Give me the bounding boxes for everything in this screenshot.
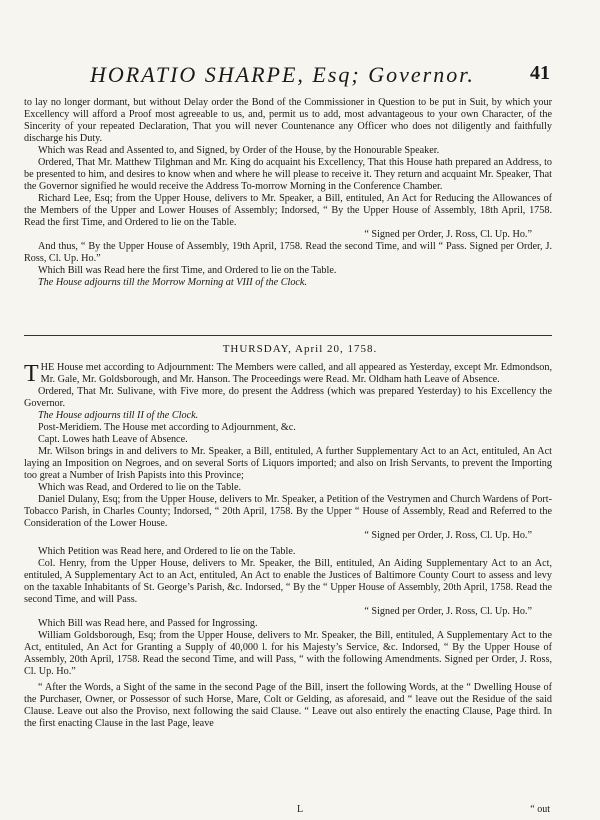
page-header — [40, 62, 550, 92]
signature-line: “ Signed per Order, J. Ross, Cl. Up. Ho.” — [364, 530, 532, 541]
adjournment-note: The House adjourns till II of the Clock. — [38, 410, 199, 421]
paragraph: Which was Read and Assented to, and Signed, by Order of the House, by the Honourable Speaker. — [38, 145, 440, 156]
paragraph: Capt. Lowes hath Leave of Absence. — [38, 434, 188, 445]
section-thursday — [24, 362, 552, 730]
paragraph: Ordered, That Mr. Matthew Tilghman and Mr. King do acquaint his Excellency, That this House hath prepared an Address, to be presented to him, and desires to know when and where he will please to receive it. They return and acquaint Mr. Speaker, That the Governor signified he would receive the Address To-morrow Morning in the Conference Chamber. — [24, 157, 552, 192]
page-number: 41 — [530, 62, 550, 84]
adjournment-note: The House adjourns till the Morrow Morning at VIII of the Clock. — [38, 277, 308, 288]
paragraph: William Goldsborough, Esq; from the Upper House, delivers to Mr. Speaker, the Bill, entituled, A Supplementary Act to the Act, entituled, An Act for Granting a Supply of 40,000 l. for his Majesty’s Service, &c. Indorsed, “ By the Upper House of Assembly, 20th April, 1758. Read the second Time, and will Pass, “ with the following Amendments. Signed per Order, J. Ross, Cl. Up. Ho.” — [24, 630, 552, 677]
opening-paragraph: THE House met according to Adjournment: The Members were called, and all appeared as Yesterday, except Mr. Edmondson, Mr. Gale, Mr. Goldsborough, and Mr. Hanson. The Proceedings were Read. Mr. Oldham hath Leave of Absence. — [24, 361, 552, 387]
paragraph: Daniel Dulany, Esq; from the Upper House, delivers to Mr. Speaker, a Petition of the Vestrymen and Church Wardens of Port-Tobacco Parish, in Charles County; Indorsed, “ 20th April, 1758. By the Upper “ House of Assembly, Read and Referred to the Consideration of the Lower House. — [24, 494, 552, 529]
paragraph: Which Bill was Read here the first Time, and Ordered to lie on the Table. — [38, 265, 337, 276]
paragraph: Ordered, That Mr. Sulivane, with Five more, do present the Address (which was prepared Yesterday) to his Excellency the Governor. — [24, 386, 552, 409]
paragraph: “ After the Words, a Sight of the same in the second Page of the Bill, insert the following Words, at the “ Dwelling House of the Purchaser, Owner, or Possessor of such Horse, Mare, Colt or Gelding, as aforesaid, and “ leave out the Residue of the said Clause. Leave out also the Proviso, next following the said Clause. “ Leave out also entirely the enacting Clause, Page third. In the first enacting Clause in the last Page, leave — [24, 682, 552, 729]
drop-cap: T — [24, 361, 39, 387]
section-divider — [24, 335, 552, 336]
day-heading: THURSDAY, April 20, 1758. — [222, 343, 378, 355]
paragraph: Richard Lee, Esq; from the Upper House, delivers to Mr. Speaker, a Bill, entituled, An Act for Reducing the Allowances of the Members of the Upper and Lower Houses of Assembly; Indorsed, “ By the Upper House of Assembly, 18th April, 1758. Read the first Time, and Ordered to lie on the Table. — [24, 193, 552, 228]
signature-mark: L — [296, 804, 304, 815]
paragraph: to lay no longer dormant, but without Delay order the Bond of the Commissioner in Question to be put in Suit, by which your Excellency will afford a Proof most agreeable to us, and, permit us to add, most advantageous to your own Character, of the Sincerity of your repeated Declaration, That you will never Countenance any Officer who does not diligently and faithfully discharge his Duty. — [24, 97, 552, 144]
paragraph: Which Bill was Read here, and Passed for Ingrossing. — [38, 618, 258, 629]
paragraph: And thus, “ By the Upper House of Assembly, 19th April, 1758. Read the second Time, and will “ Pass. Signed per Order, J. Ross, Cl. Up. Ho.” — [24, 241, 552, 264]
paragraph: Which was Read, and Ordered to lie on the Table. — [38, 482, 242, 493]
paragraph: Col. Henry, from the Upper House, delivers to Mr. Speaker, the Bill, entituled, An Aiding Supplementary Act to an Act, entituled, A Supplementary Act to an Act, entituled, An Act to enable the Justices of Baltimore County Court to assess and levy on the taxable Inhabitants of St. George’s Parish, &c. Indorsed, “ By the “ Upper House of Assembly, 20th April, 1758. Read the second Time, and will Pass. — [24, 558, 552, 605]
running-head: HORATIO SHARPE, Esq; Governor. — [90, 62, 475, 87]
paragraph: Which Petition was Read here, and Ordered to lie on the Table. — [38, 546, 296, 557]
signature-line: “ Signed per Order, J. Ross, Cl. Up. Ho.” — [364, 229, 532, 240]
paragraph: Post-Meridiem. The House met according to Adjournment, &c. — [38, 422, 296, 433]
catchword: “ out — [530, 804, 550, 815]
paragraph: Mr. Wilson brings in and delivers to Mr. Speaker, a Bill, entituled, A further Supplementary Act to an Act, entituled, An Act laying an Imposition on Negroes, and on several Sorts of Liquors imported; and also on Irish Servants, to prevent the Importing too great a Number of Irish Papists into this Province; — [24, 446, 552, 481]
signature-line: “ Signed per Order, J. Ross, Cl. Up. Ho.” — [364, 606, 532, 617]
section-wednesday-continued — [24, 97, 552, 289]
